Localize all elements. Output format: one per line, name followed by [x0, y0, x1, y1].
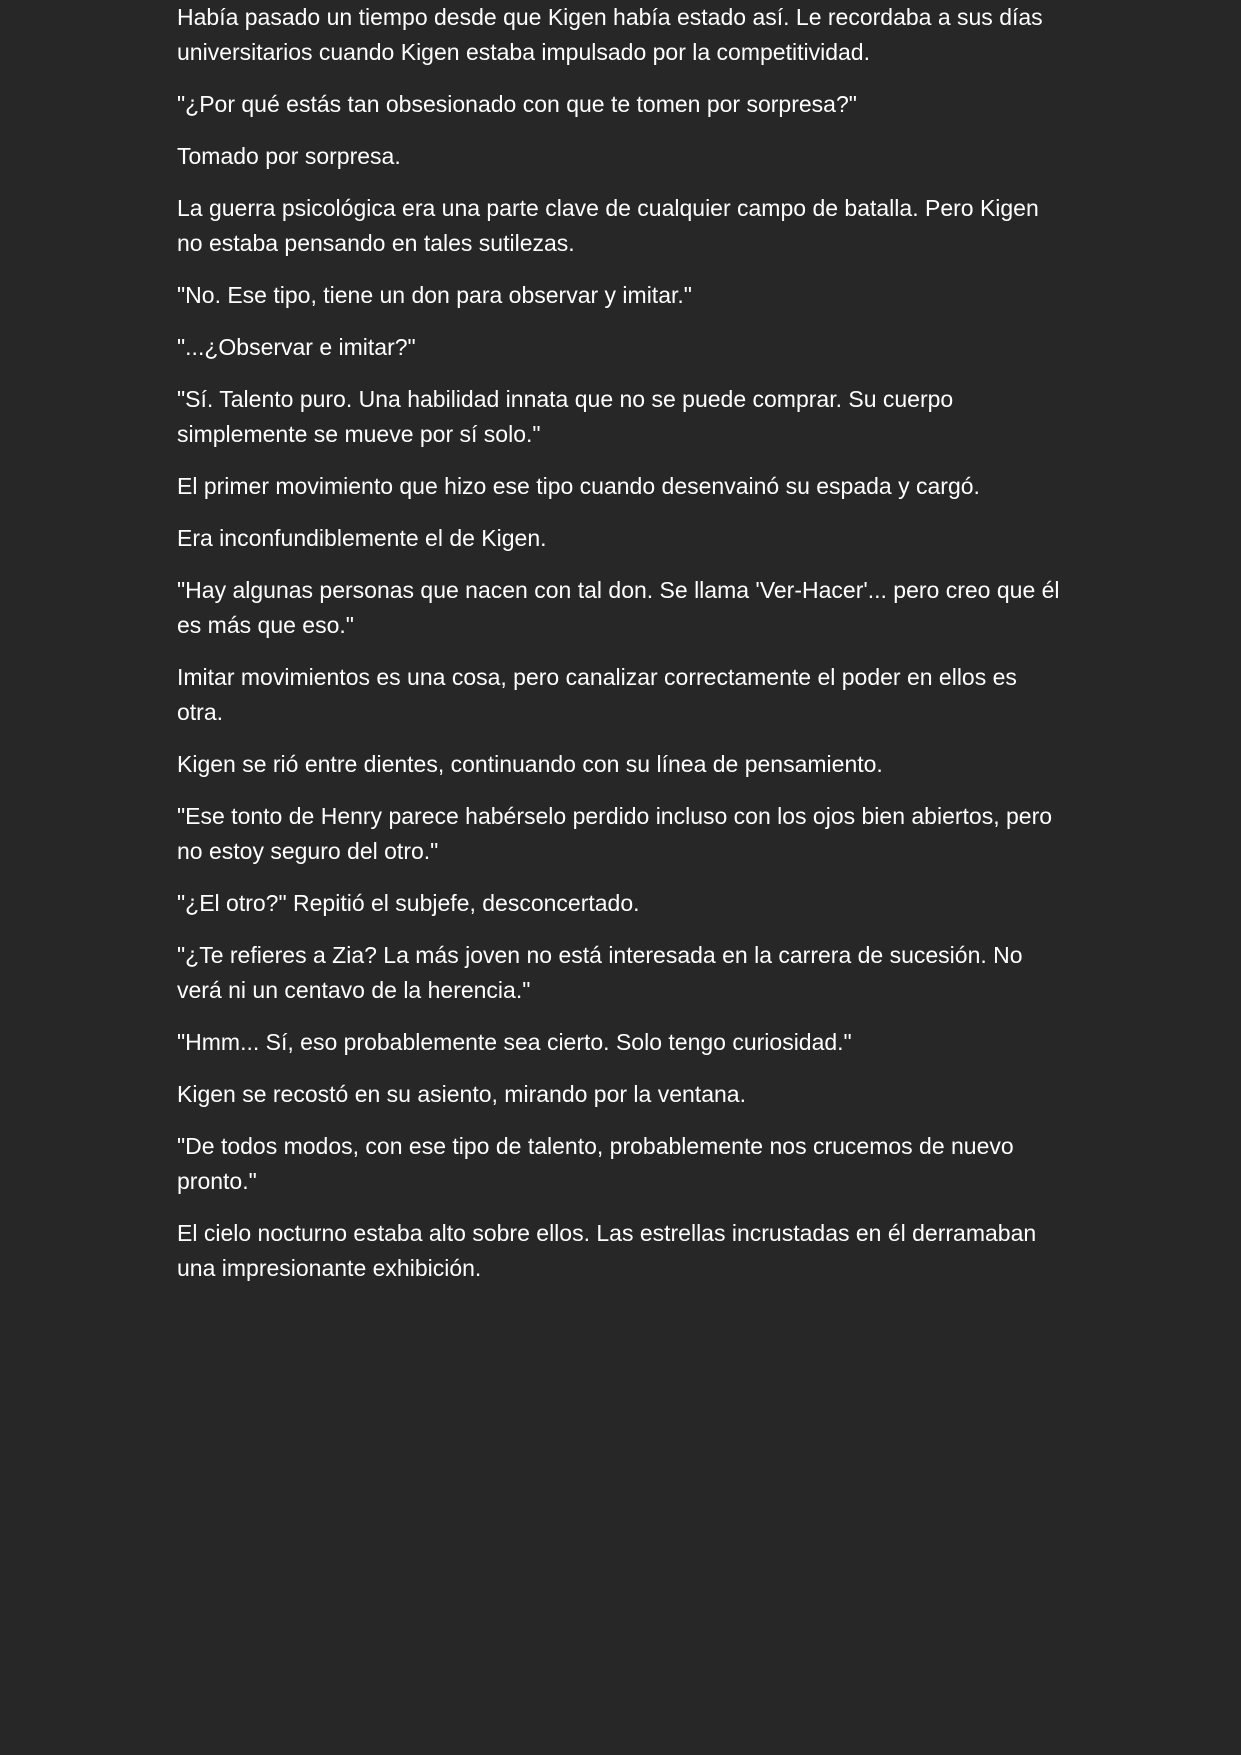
paragraph: "Ese tonto de Henry parece habérselo perdido incluso con los ojos bien abiertos, pero no estoy seguro del otro.": [177, 803, 1053, 864]
paragraph: El primer movimiento que hizo ese tipo cuando desenvainó su espada y cargó.: [177, 473, 980, 499]
paragraph: "¿Te refieres a Zia? La más joven no está interesada en la carrera de sucesión. No verá ni un centavo de la herencia.": [177, 942, 1023, 1003]
paragraph: Había pasado un tiempo desde que Kigen había estado así. Le recordaba a sus días universitarios cuando Kigen estaba impulsado por la competitividad.: [177, 4, 1043, 65]
paragraph: Kigen se rió entre dientes, continuando con su línea de pensamiento.: [177, 751, 883, 777]
paragraph: "¿Por qué estás tan obsesionado con que te tomen por sorpresa?": [177, 91, 857, 117]
paragraph: "¿El otro?" Repitió el subjefe, desconcertado.: [177, 890, 640, 916]
paragraph: "De todos modos, con ese tipo de talento, probablemente nos crucemos de nuevo pronto.": [177, 1133, 1014, 1194]
paragraph: El cielo nocturno estaba alto sobre ellos. Las estrellas incrustadas en él derramaban una impresionante exhibición.: [177, 1220, 1037, 1281]
paragraph: Era inconfundiblemente el de Kigen.: [177, 525, 547, 551]
paragraph: Imitar movimientos es una cosa, pero canalizar correctamente el poder en ellos es otra.: [177, 664, 1017, 725]
paragraph: "Hmm... Sí, eso probablemente sea cierto. Solo tengo curiosidad.": [177, 1029, 852, 1055]
paragraph: Kigen se recostó en su asiento, mirando por la ventana.: [177, 1081, 746, 1107]
paragraph: "No. Ese tipo, tiene un don para observar y imitar.": [177, 282, 692, 308]
chapter-content: [177, 0, 1067, 1303]
paragraph: Tomado por sorpresa.: [177, 143, 401, 169]
paragraph: "...¿Observar e imitar?": [177, 334, 416, 360]
paragraph: La guerra psicológica era una parte clave de cualquier campo de batalla. Pero Kigen no estaba pensando en tales sutilezas.: [177, 195, 1039, 256]
paragraph: "Hay algunas personas que nacen con tal don. Se llama 'Ver-Hacer'... pero creo que él es más que eso.": [177, 577, 1060, 638]
paragraph: "Sí. Talento puro. Una habilidad innata que no se puede comprar. Su cuerpo simplemente se mueve por sí solo.": [177, 386, 954, 447]
